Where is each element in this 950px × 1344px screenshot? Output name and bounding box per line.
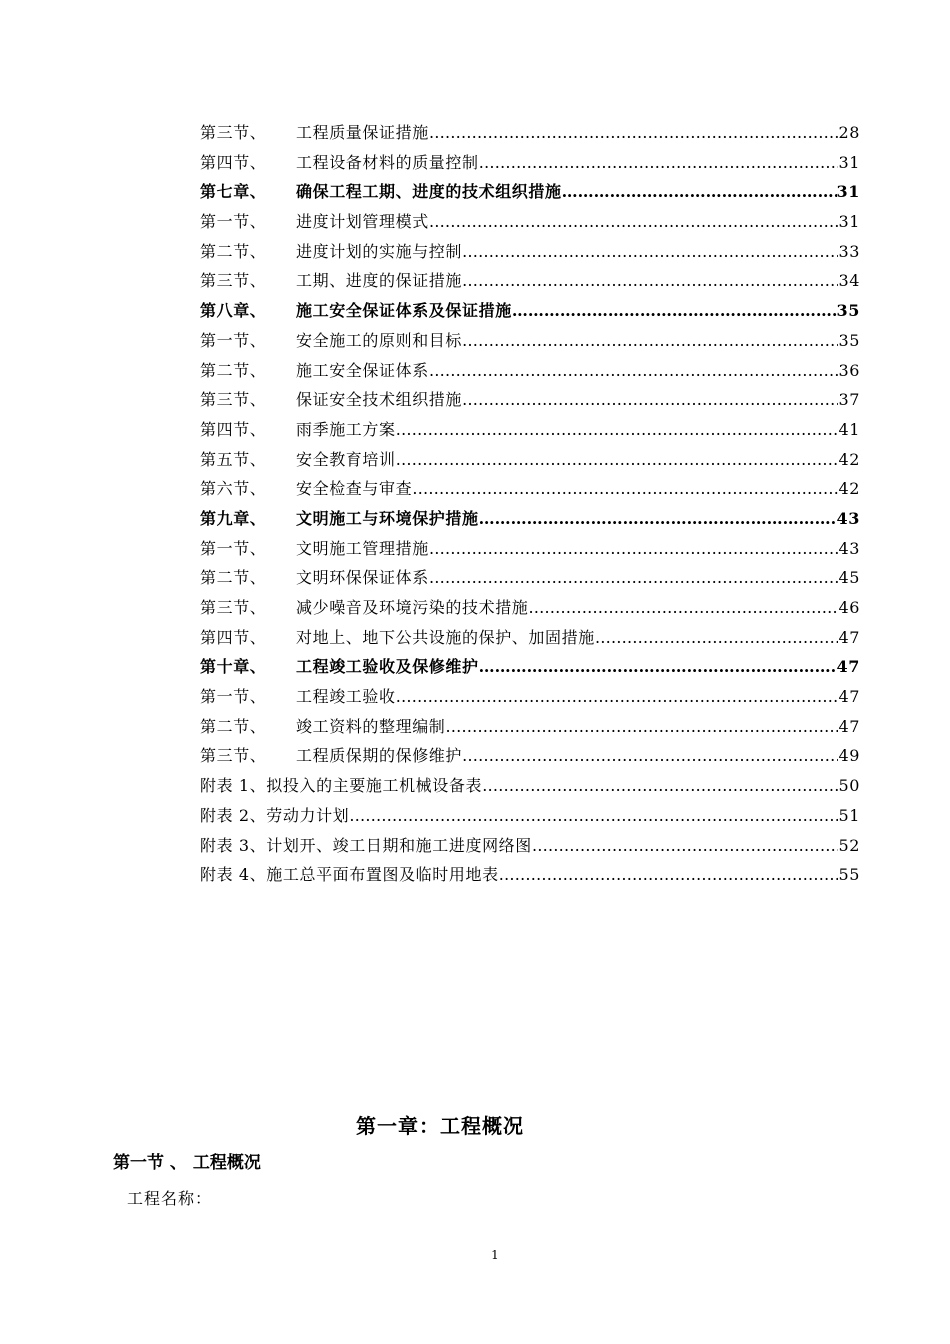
toc-page-number: 43 xyxy=(838,538,860,558)
toc-appendix-entry[interactable] xyxy=(200,833,860,863)
toc-chapter-entry[interactable] xyxy=(200,506,860,536)
toc-dot-leader xyxy=(396,450,839,469)
toc-entry-title: 安全施工的原则和目标 xyxy=(296,330,463,350)
toc-entry-title: 附表 3、计划开、竣工日期和施工进度网络图 xyxy=(200,835,532,855)
toc-page-number: 35 xyxy=(836,301,860,321)
toc-page-number: 31 xyxy=(838,152,860,172)
toc-page-number: 46 xyxy=(838,598,860,617)
toc-entry-title: 附表 2、劳动力计划 xyxy=(200,805,350,825)
toc-page-number: 41 xyxy=(838,419,860,439)
toc-page-number: 51 xyxy=(838,805,860,825)
toc-chapter-entry[interactable] xyxy=(200,298,860,328)
toc-entry-title: 竣工资料的整理编制 xyxy=(296,716,446,736)
toc-entry-label: 第一节、 xyxy=(200,330,267,350)
toc-page-number: 37 xyxy=(838,390,860,410)
toc-entry-title: 工程竣工验收及保修维护 xyxy=(296,657,479,677)
toc-dot-leader xyxy=(462,271,838,290)
toc-dot-leader xyxy=(479,657,837,676)
toc-entry-label: 第八章、 xyxy=(200,301,267,321)
page-number: 1 xyxy=(491,1248,499,1262)
toc-section-entry[interactable] xyxy=(200,476,860,506)
toc-entry-label: 第一节、 xyxy=(200,212,267,232)
toc-appendix-entry[interactable] xyxy=(200,773,860,803)
toc-entry-label: 第三节、 xyxy=(200,598,267,617)
toc-entry-title: 确保工程工期、进度的技术组织措施 xyxy=(296,182,562,202)
toc-dot-leader xyxy=(396,420,839,439)
toc-dot-leader xyxy=(479,509,837,528)
toc-section-entry[interactable] xyxy=(200,150,860,180)
toc-page-number: 31 xyxy=(838,212,860,232)
toc-dot-leader xyxy=(528,598,838,617)
toc-entry-label: 第二节、 xyxy=(200,568,267,588)
toc-dot-leader xyxy=(482,776,838,795)
chapter-heading: 第一章：工程概况 xyxy=(356,1114,524,1138)
toc-page-number: 52 xyxy=(838,835,860,855)
toc-section-entry[interactable] xyxy=(200,268,860,298)
toc-dot-leader xyxy=(462,331,838,350)
toc-page-number: 34 xyxy=(838,271,860,291)
toc-entry-label: 第一节、 xyxy=(200,687,267,707)
toc-entry-title: 文明环保保证体系 xyxy=(296,568,429,588)
toc-page-number: 47 xyxy=(838,627,860,647)
toc-section-entry[interactable] xyxy=(200,120,860,150)
toc-page-number: 55 xyxy=(838,865,860,885)
toc-dot-leader xyxy=(429,123,839,142)
project-name-label: 工程名称： xyxy=(127,1189,213,1208)
toc-entry-title: 工程质量保证措施 xyxy=(296,123,429,142)
toc-entry-label: 第二节、 xyxy=(200,360,267,380)
toc-section-entry[interactable] xyxy=(200,743,860,773)
table-of-contents xyxy=(200,120,860,892)
toc-entry-title: 保证安全技术组织措施 xyxy=(296,390,463,410)
toc-section-entry[interactable] xyxy=(200,387,860,417)
toc-dot-leader xyxy=(429,212,839,231)
toc-page-number: 42 xyxy=(838,479,860,499)
section-heading: 第一节 、 工程概况 xyxy=(113,1153,261,1173)
toc-dot-leader xyxy=(429,361,839,380)
toc-entry-label: 第二节、 xyxy=(200,716,267,736)
toc-page-number: 36 xyxy=(838,360,860,380)
toc-entry-label: 第四节、 xyxy=(200,627,267,647)
toc-section-entry[interactable] xyxy=(200,536,860,566)
toc-entry-label: 第二节、 xyxy=(200,241,267,261)
toc-entry-label: 第三节、 xyxy=(200,123,267,142)
toc-entry-title: 文明施工与环境保护措施 xyxy=(296,508,479,528)
toc-appendix-entry[interactable] xyxy=(200,803,860,833)
toc-dot-leader xyxy=(562,182,837,201)
toc-page-number: 47 xyxy=(836,657,860,677)
toc-dot-leader xyxy=(445,717,838,736)
toc-dot-leader xyxy=(349,806,838,825)
toc-section-entry[interactable] xyxy=(200,595,860,625)
toc-entry-label: 第十章、 xyxy=(200,657,267,677)
toc-page-number: 33 xyxy=(838,241,860,261)
toc-entry-title: 工程设备材料的质量控制 xyxy=(296,152,479,172)
toc-section-entry[interactable] xyxy=(200,714,860,744)
toc-entry-title: 施工安全保证体系 xyxy=(296,360,429,380)
toc-page-number: 28 xyxy=(838,123,860,142)
toc-page-number: 45 xyxy=(838,568,860,588)
toc-entry-title: 进度计划管理模式 xyxy=(296,212,429,232)
toc-dot-leader xyxy=(396,687,839,706)
toc-entry-title: 文明施工管理措施 xyxy=(296,538,429,558)
toc-entry-title: 安全检查与审查 xyxy=(296,479,413,499)
toc-entry-label: 第三节、 xyxy=(200,746,267,766)
toc-entry-title: 减少噪音及环境污染的技术措施 xyxy=(296,598,529,617)
toc-dot-leader xyxy=(462,746,838,765)
toc-section-entry[interactable] xyxy=(200,239,860,269)
toc-entry-label: 第六节、 xyxy=(200,479,267,499)
toc-entry-title: 附表 1、拟投入的主要施工机械设备表 xyxy=(200,776,483,796)
toc-dot-leader xyxy=(462,242,838,261)
toc-dot-leader xyxy=(532,836,839,855)
toc-section-entry[interactable] xyxy=(200,447,860,477)
toc-entry-label: 第一节、 xyxy=(200,538,267,558)
toc-chapter-entry[interactable] xyxy=(200,179,860,209)
toc-page-number: 43 xyxy=(836,508,860,528)
toc-entry-label: 第三节、 xyxy=(200,271,267,291)
toc-entry-title: 雨季施工方案 xyxy=(296,419,396,439)
toc-entry-title: 施工安全保证体系及保证措施 xyxy=(296,301,512,321)
toc-entry-title: 进度计划的实施与控制 xyxy=(296,241,463,261)
toc-entry-title: 工程质保期的保修维护 xyxy=(296,746,463,766)
toc-dot-leader xyxy=(499,865,839,884)
toc-section-entry[interactable] xyxy=(200,358,860,388)
toc-entry-label: 第四节、 xyxy=(200,419,267,439)
toc-entry-label: 第四节、 xyxy=(200,152,267,172)
toc-dot-leader xyxy=(429,539,839,558)
toc-page-number: 50 xyxy=(838,776,860,796)
toc-page-number: 31 xyxy=(836,182,860,202)
toc-section-entry[interactable] xyxy=(200,565,860,595)
toc-dot-leader xyxy=(512,301,837,320)
toc-page-number: 49 xyxy=(838,746,860,766)
toc-dot-leader xyxy=(429,568,839,587)
toc-entry-label: 第七章、 xyxy=(200,182,267,202)
toc-entry-title: 安全教育培训 xyxy=(296,449,396,469)
toc-entry-title: 附表 4、施工总平面布置图及临时用地表 xyxy=(200,865,499,885)
toc-section-entry[interactable] xyxy=(200,684,860,714)
toc-dot-leader xyxy=(479,153,839,172)
toc-page-number: 47 xyxy=(838,716,860,736)
toc-section-entry[interactable] xyxy=(200,625,860,655)
toc-entry-label: 第三节、 xyxy=(200,390,267,410)
toc-entry-title: 对地上、地下公共设施的保护、加固措施 xyxy=(296,627,595,647)
toc-entry-label: 第五节、 xyxy=(200,449,267,469)
toc-entry-title: 工程竣工验收 xyxy=(296,687,396,707)
toc-section-entry[interactable] xyxy=(200,328,860,358)
toc-page-number: 47 xyxy=(838,687,860,707)
toc-appendix-entry[interactable] xyxy=(200,862,860,892)
toc-dot-leader xyxy=(595,628,839,647)
toc-chapter-entry[interactable] xyxy=(200,654,860,684)
toc-dot-leader xyxy=(412,479,838,498)
toc-dot-leader xyxy=(462,390,838,409)
toc-entry-title: 工期、进度的保证措施 xyxy=(296,271,463,291)
toc-page-number: 42 xyxy=(838,449,860,469)
toc-section-entry[interactable] xyxy=(200,417,860,447)
toc-section-entry[interactable] xyxy=(200,209,860,239)
toc-page-number: 35 xyxy=(838,330,860,350)
toc-entry-label: 第九章、 xyxy=(200,508,267,528)
